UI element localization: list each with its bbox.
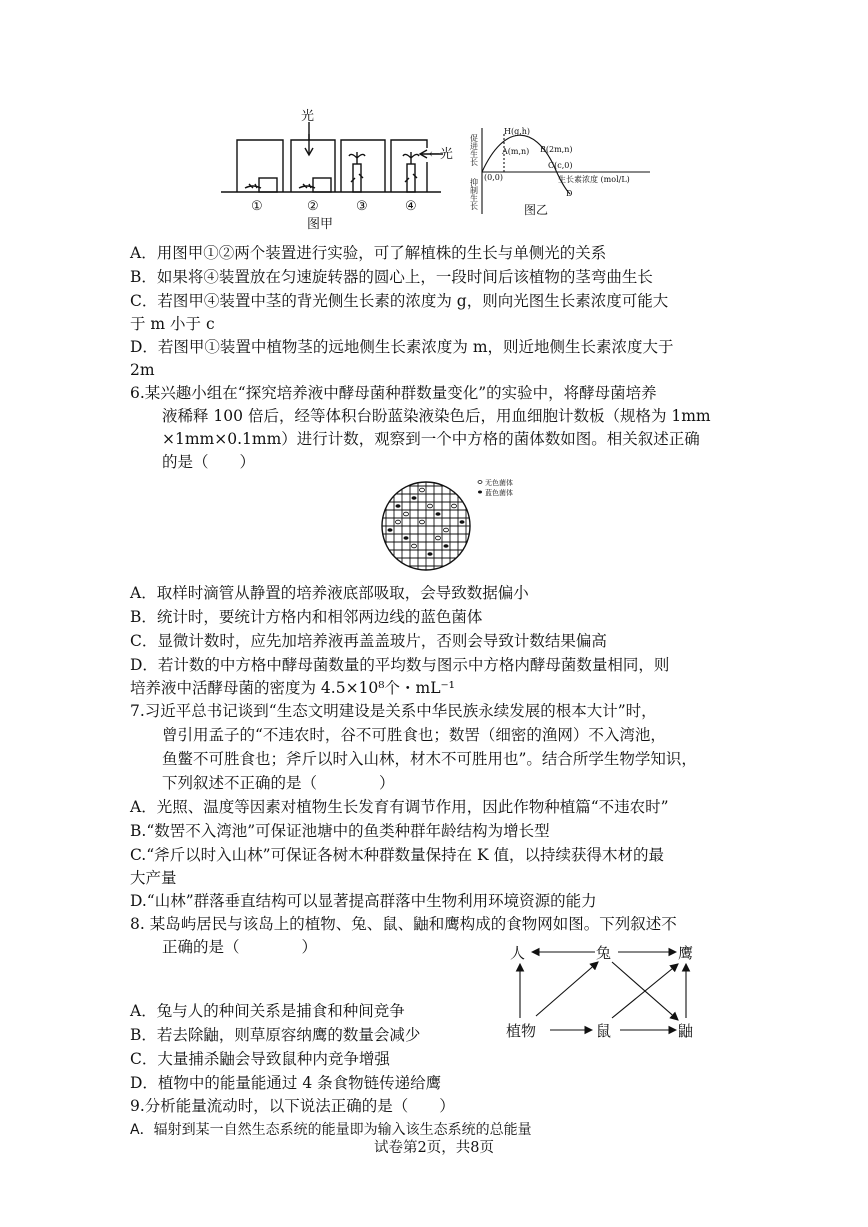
point-d: D (566, 189, 573, 198)
q7-stem-4: 下列叙述不正确的是（ ） (162, 774, 395, 792)
q7-option-c: C.“斧斤以时入山林”可保证各树木种群数量保持在 K 值，以持续获得木材的最 (130, 846, 665, 864)
q7-stem-3: 鱼鳖不可胜食也；斧斤以时入山林，材木不可胜用也”。结合所学生物学知识， (162, 750, 697, 768)
q9-stem: 9.分析能量流动时，以下说法正确的是（ ） (130, 1097, 455, 1115)
node-plant: 植物 (506, 1022, 537, 1040)
page-footer: 试卷第2页，共8页 (374, 1140, 494, 1156)
q6-option-d-cont: 培养液中活酵母菌的密度为 4.5×10⁸个・mL⁻¹ (130, 679, 455, 697)
point-h: H(g,h) (504, 127, 531, 136)
q8-option-d: D．植物中的能量能通过 4 条食物链传递给鹰 (130, 1074, 442, 1092)
q8-option-b: B．若去除鼬，则草原容纳鹰的数量会减少 (130, 1026, 421, 1044)
point-origin: (0,0) (484, 173, 503, 182)
point-b: B(2m,n) (540, 145, 573, 154)
q6-stem-4: 的是（ ） (162, 453, 256, 471)
node-eagle: 鹰 (678, 944, 694, 962)
q8-option-a: A．兔与人的种间关系是捕食和种间竞争 (130, 1002, 405, 1020)
legend-colorless: 无色菌体 (485, 479, 513, 487)
q7-stem: 7.习近平总书记谈到“生态文明建设是关系中华民族永续发展的根本大计”时， (130, 702, 657, 720)
q6-stem: 6.某兴趣小组在“探究培养液中酵母菌种群数量变化”的实验中，将酵母菌培养 (130, 384, 657, 402)
label-3: ③ (356, 199, 368, 214)
caption-jia: 图甲 (307, 217, 334, 232)
q7-stem-2: 曾引用孟子的“不违农时，谷不可胜食也；数罟（细密的渔网）不入湾池， (162, 726, 666, 744)
q6-stem-2: 液稀释 100 倍后，经等体积台盼蓝染液染色后，用血细胞计数板（规格为 1mm (162, 407, 711, 425)
node-mouse: 鼠 (596, 1022, 612, 1040)
y-label-inhibit: 抑制生长 (469, 178, 479, 210)
q5-option-c: C．若图甲④装置中茎的背光侧生长素的浓度为 g，则向光图生长素浓度可能大 (130, 292, 669, 310)
label-1: ① (251, 199, 263, 214)
q7-option-a: A．光照、温度等因素对植物生长发育有调节作用，因此作物种植篇“不违农时” (130, 798, 669, 816)
y-label-promote: 促进生长 (469, 134, 479, 166)
x-axis-label: 生长素浓度 (mol/L) (558, 175, 630, 184)
q6-option-a: A．取样时滴管从静置的培养液底部吸取，会导致数据偏小 (130, 584, 529, 602)
label-2: ② (307, 199, 319, 214)
legend-blue: 蓝色菌体 (485, 489, 513, 497)
q5-option-c-cont: 于 m 小于 c (130, 315, 215, 333)
figure-jia (215, 108, 475, 230)
node-human: 人 (510, 944, 526, 962)
q5-option-b: B．如果将④装置放在匀速旋转器的圆心上，一段时间后该植物的茎弯曲生长 (130, 268, 653, 286)
figure-yeast-grid (376, 476, 536, 576)
q5-option-a: A．用图甲①②两个装置进行实验，可了解植株的生长与单侧光的关系 (130, 244, 607, 262)
node-weasel: 鼬 (678, 1022, 694, 1040)
q6-option-d: D．若计数的中方格中酵母菌数量的平均数与图示中方格内酵母菌数量相同，则 (130, 656, 670, 674)
light-label-side: ←光 (429, 147, 453, 162)
q6-option-c: C．显微计数时，应先加培养液再盖盖玻片，否则会导致计数结果偏高 (130, 632, 607, 650)
q6-stem-3: ×1mm×0.1mm）进行计数，观察到一个中方格的菌体数如图。相关叙述正确 (162, 430, 700, 448)
q8-option-c: C．大量捕杀鼬会导致鼠种内竞争增强 (130, 1050, 390, 1068)
light-label-top: 光 (301, 109, 315, 124)
q9-option-a: A．辐射到某一自然生态系统的能量即为输入该生态系统的总能量 (130, 1122, 532, 1138)
caption-yi: 图乙 (524, 203, 549, 217)
point-c: C(c,0) (548, 161, 573, 170)
node-rabbit: 兔 (596, 944, 612, 962)
figure-food-web (500, 934, 710, 1046)
label-4: ④ (405, 199, 417, 214)
q7-option-c-cont: 大产量 (130, 869, 177, 887)
figure-yi (469, 124, 674, 218)
q7-option-d: D.“山林”群落垂直结构可以显著提高群落中生物利用环境资源的能力 (130, 892, 597, 910)
q5-option-d-cont: 2m (130, 361, 155, 379)
q5-option-d: D．若图甲①装置中植物茎的远地侧生长素浓度为 m，则近地侧生长素浓度大于 (130, 338, 674, 356)
q6-option-b: B．统计时，要统计方格内和相邻两边线的蓝色菌体 (130, 608, 483, 626)
q8-stem-2: 正确的是（ ） (162, 938, 318, 956)
q7-option-b: B.“数罟不入湾池”可保证池塘中的鱼类种群年龄结构为增长型 (130, 822, 550, 840)
point-a: A(m,n) (502, 147, 530, 156)
q8-stem: 8. 某岛屿居民与该岛上的植物、兔、鼠、鼬和鹰构成的食物网如图。下列叙述不 (130, 915, 677, 933)
